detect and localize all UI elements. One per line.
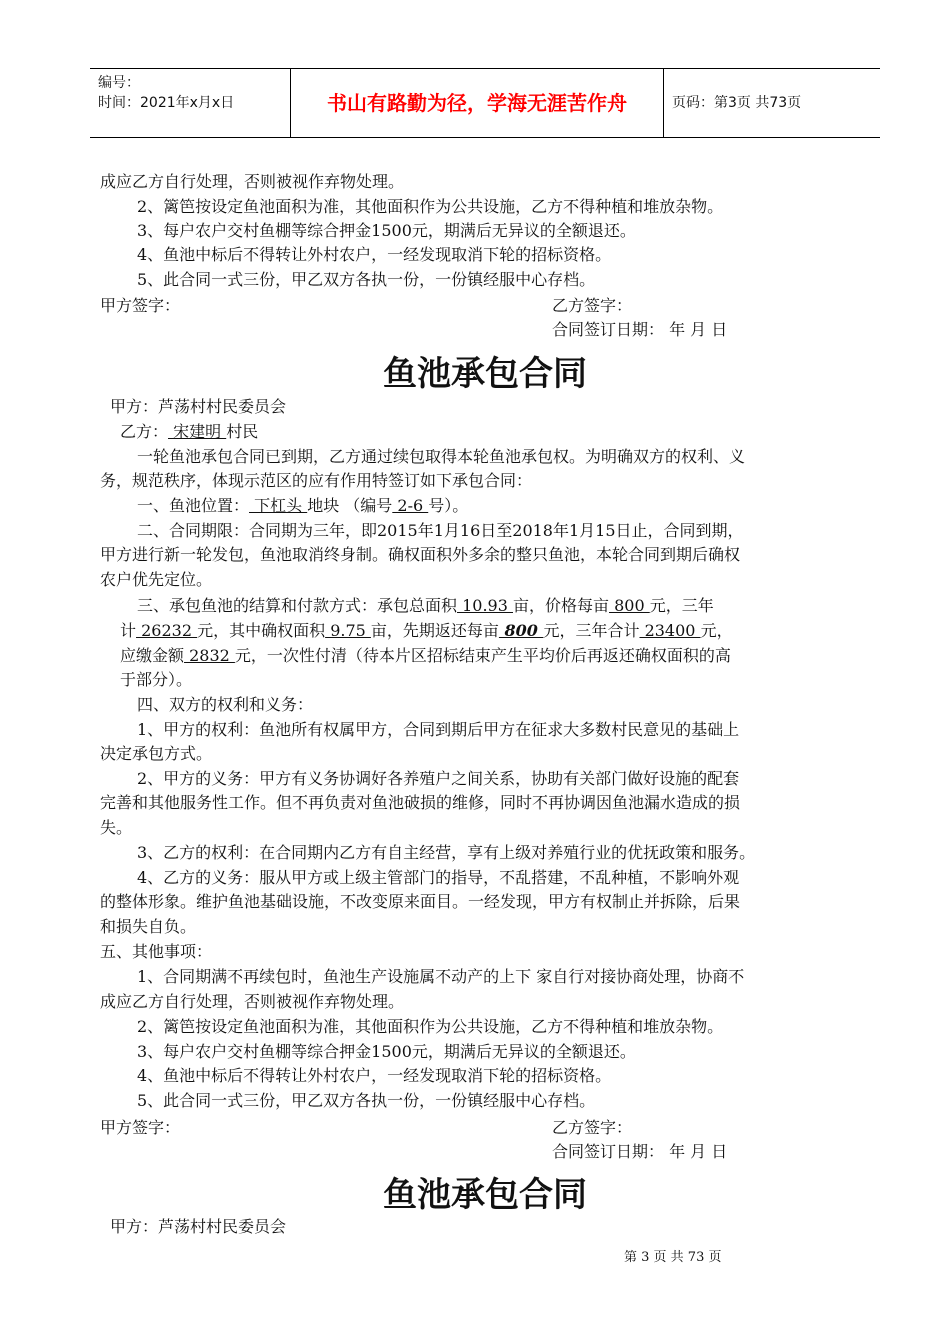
party-b-name: 宋建明 bbox=[168, 422, 227, 441]
text-span: 元，其中确权面积 bbox=[197, 621, 326, 640]
party-b-label: 乙方： bbox=[120, 422, 169, 441]
location-mid: 地块 （编号 bbox=[307, 496, 393, 515]
sign-party-a: 甲方签字： bbox=[100, 296, 181, 315]
text-line: 甲方进行新一轮发包，鱼池取消终身制。确权面积外多余的整只鱼池，本轮合同到期后确权 bbox=[100, 545, 741, 564]
text-span: 元， bbox=[700, 621, 733, 640]
text-line: 于部分）。 bbox=[120, 670, 193, 689]
text-line: 成应乙方自行处理，否则被视作弃物处理。 bbox=[100, 172, 405, 191]
section-heading: 五、其他事项： bbox=[100, 942, 213, 961]
text-span: 元，一次性付清（待本片区招标结束产生平均价后再返还确权面积的高 bbox=[234, 646, 731, 665]
section-heading: 四、双方的权利和义务： bbox=[137, 695, 314, 714]
sign-party-a: 甲方签字： bbox=[100, 1118, 181, 1137]
text-line: 二、合同期限：合同期为三年，即2015年1月16日至2018年1月15日止，合同到期， bbox=[137, 521, 744, 540]
text-span: 计 bbox=[120, 621, 137, 640]
party-a: 甲方：芦荡村村民委员会 bbox=[110, 397, 287, 416]
text-line: 决定承包方式。 bbox=[100, 744, 213, 763]
payment-line-2 bbox=[120, 619, 733, 643]
number-label: 编号： bbox=[98, 75, 140, 91]
payment-line-1 bbox=[137, 594, 714, 618]
text-line: 4、乙方的义务：服从甲方或上级主管部门的指导，不乱搭建，不乱种植，不影响外观 bbox=[137, 868, 740, 887]
party-b bbox=[120, 420, 258, 444]
text-span: 元，三年合计 bbox=[543, 621, 640, 640]
total-area: 10.93 bbox=[457, 596, 513, 615]
refund-per-mu: 800 bbox=[498, 621, 544, 640]
text-span: 亩，先期返还每亩 bbox=[370, 621, 499, 640]
text-line: 失。 bbox=[100, 818, 133, 837]
amount-due: 2832 bbox=[184, 646, 235, 665]
location-line bbox=[137, 494, 468, 518]
page-counter: 页码：第3页 共73页 bbox=[672, 95, 802, 111]
header-motto: 书山有路勤为径，学海无涯苦作舟 bbox=[291, 69, 664, 137]
text-line: 3、每户农户交村鱼棚等综合押金1500元，期满后无异议的全额退还。 bbox=[137, 1042, 636, 1061]
page-footer: 第 3 页 共 73 页 bbox=[624, 1250, 722, 1265]
time-label: 时间：2021年x月x日 bbox=[98, 95, 235, 111]
payment-line-3 bbox=[120, 644, 731, 668]
text-line: 2、篱笆按设定鱼池面积为准，其他面积作为公共设施，乙方不得种植和堆放杂物。 bbox=[137, 197, 724, 216]
text-line: 4、鱼池中标后不得转让外村农户，一经发现取消下轮的招标资格。 bbox=[137, 245, 612, 264]
party-b-suffix: 村民 bbox=[226, 422, 259, 441]
price-per-mu: 800 bbox=[609, 596, 650, 615]
text-line: 和损失自负。 bbox=[100, 917, 197, 936]
text-span: 亩，价格每亩 bbox=[513, 596, 610, 615]
text-line: 2、甲方的义务：甲方有义务协调好各养殖户之间关系，协助有关部门做好设施的配套 bbox=[137, 769, 740, 788]
text-line: 5、此合同一式三份，甲乙双方各执一份，一份镇经服中心存档。 bbox=[137, 270, 596, 289]
text-line: 的整体形象。维护鱼池基础设施，不改变原来面目。一经发现，甲方有权制止并拆除，后果 bbox=[100, 892, 741, 911]
header-info bbox=[90, 69, 291, 137]
text-span: 应缴金额 bbox=[120, 646, 185, 665]
location-number: 2-6 bbox=[392, 496, 429, 515]
confirmed-area: 9.75 bbox=[325, 621, 371, 640]
refund-total: 23400 bbox=[639, 621, 701, 640]
location-label: 一、鱼池位置： bbox=[137, 496, 250, 515]
text-line: 成应乙方自行处理，否则被视作弃物处理。 bbox=[100, 992, 405, 1011]
text-span: 三、承包鱼池的结算和付款方式：承包总面积 bbox=[137, 596, 458, 615]
text-line: 农户优先定位。 bbox=[100, 570, 213, 589]
sign-party-b: 乙方签字： bbox=[552, 296, 633, 315]
text-line: 5、此合同一式三份，甲乙双方各执一份，一份镇经服中心存档。 bbox=[137, 1091, 596, 1110]
text-line: 1、合同期满不再续包时，鱼池生产设施属不动产的上下 家自行对接协商处理，协商不 bbox=[137, 967, 745, 986]
party-a: 甲方：芦荡村村民委员会 bbox=[110, 1217, 287, 1236]
text-line: 完善和其他服务性工作。但不再负责对鱼池破损的维修，同时不再协调因鱼池漏水造成的损 bbox=[100, 793, 741, 812]
sign-date: 合同签订日期： 年 月 日 bbox=[552, 1142, 728, 1161]
text-line: 1、甲方的权利：鱼池所有权属甲方，合同到期后甲方在征求大多数村民意见的基础上 bbox=[137, 720, 740, 739]
text-span: 元，三年 bbox=[649, 596, 714, 615]
text-line: 务，规范秩序，体现示范区的应有作用特签订如下承包合同： bbox=[100, 471, 533, 490]
page-header bbox=[90, 68, 880, 138]
text-line: 4、鱼池中标后不得转让外村农户，一经发现取消下轮的招标资格。 bbox=[137, 1066, 612, 1085]
location-name: 下杠头 bbox=[249, 496, 308, 515]
three-year-total: 26232 bbox=[136, 621, 198, 640]
text-line: 2、篱笆按设定鱼池面积为准，其他面积作为公共设施，乙方不得种植和堆放杂物。 bbox=[137, 1017, 724, 1036]
text-line: 一轮鱼池承包合同已到期，乙方通过续包取得本轮鱼池承包权。为明确双方的权利、义 bbox=[137, 447, 746, 466]
text-line: 3、乙方的权利：在合同期内乙方有自主经营，享有上级对养殖行业的优抚政策和服务。 bbox=[137, 843, 756, 862]
location-suffix: 号）。 bbox=[428, 496, 469, 515]
sign-date: 合同签订日期： 年 月 日 bbox=[552, 320, 728, 339]
contract-title: 鱼池承包合同 bbox=[383, 354, 587, 394]
sign-party-b: 乙方签字： bbox=[552, 1118, 633, 1137]
text-line: 3、每户农户交村鱼棚等综合押金1500元，期满后无异议的全额退还。 bbox=[137, 221, 636, 240]
contract-title-2: 鱼池承包合同 bbox=[383, 1175, 587, 1215]
